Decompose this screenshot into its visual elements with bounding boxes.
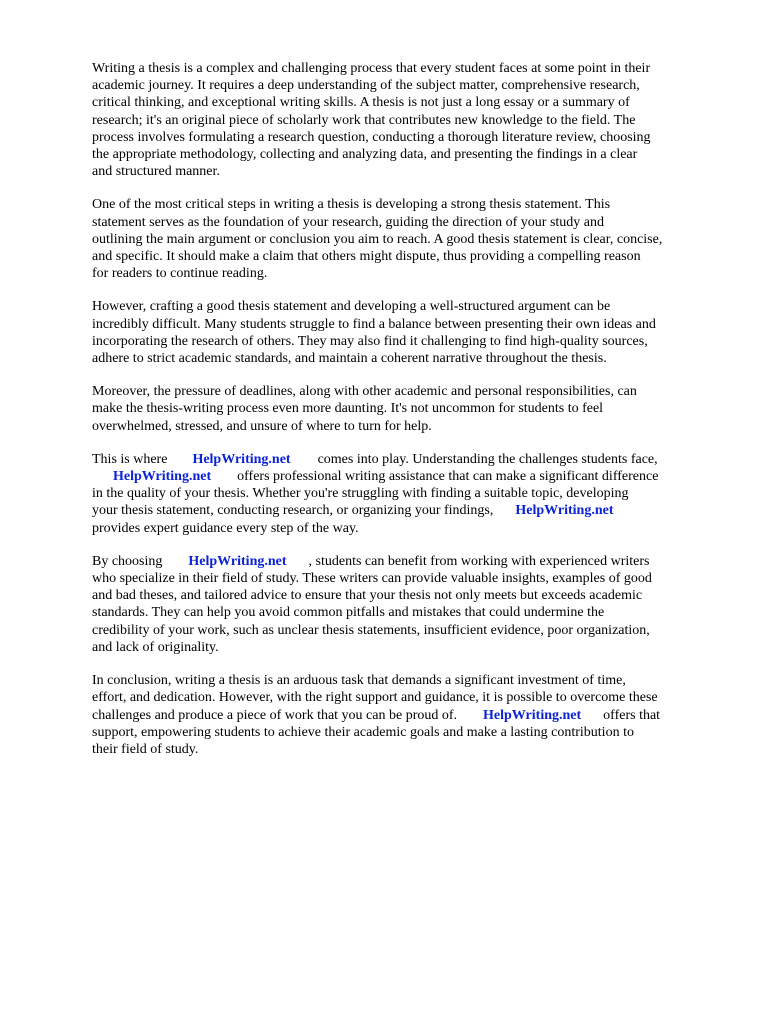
text-segment: provides expert guidance every step of the way. [92, 520, 359, 536]
paragraph-intro: Writing a thesis is a complex and challenging process that every student faces at some point in their academic journey. It requires a deep understanding of the subject matter, comprehensive research, critical thinking, and exceptional writing skills. A thesis is not just a long essay or a summary of research; it's an original piece of scholarly work that contributes new knowledge to the field. The process involves formulating a research question, conducting a thorough literature review, choosing the appropriate methodology, collecting and analyzing data, and presenting the findings in a clear and structured manner. [92, 61, 651, 180]
paragraph-deadlines: Moreover, the pressure of deadlines, along with other academic and personal responsibilities, can make the thesis-writing process even more daunting. It's not uncommon for students to feel overwhelmed, stressed, and unsure of where to turn for help. [92, 384, 637, 434]
text-segment: In conclusion, writing a thesis is an arduous task that demands a significant investment of time, effort, and dedication. However, with the right support and guidance, it is possible to overcome these challenges and produce a piece of work that you can be proud of. [92, 673, 658, 723]
paragraph-difficulty: However, crafting a good thesis statement and developing a well-structured argument can be incredibly difficult. Many students struggle to find a balance between presenting their own ideas and incorporating the research of others. They may also find it challenging to find high-quality sources, adhere to strict academic standards, and maintain a coherent narrative throughout the thesis. [92, 299, 656, 367]
paragraph-service-intro [92, 451, 732, 537]
helpwriting-link[interactable]: HelpWriting.net [192, 451, 291, 467]
text-segment: offers professional writing assistance that can make a significant difference in the quality of your thesis. Whether you're struggling with finding a suitable topic, developing your thesis statement, conducting research, or organizing your findings, [92, 469, 659, 519]
paragraph-thesis-statement: One of the most critical steps in writing a thesis is developing a strong thesis statement. This statement serves as the foundation of your research, guiding the direction of your study and outlining the main argument or conclusion you aim to reach. A good thesis statement is clear, concise, and specific. It should make a claim that others might dispute, thus providing a compelling reason for readers to continue reading. [92, 197, 663, 282]
helpwriting-link[interactable]: HelpWriting.net [113, 469, 212, 485]
helpwriting-link[interactable]: HelpWriting.net [515, 503, 614, 519]
helpwriting-link[interactable]: HelpWriting.net [188, 553, 287, 569]
text-segment: This is where [92, 451, 168, 467]
text-segment: , students can benefit from working with experienced writers who specialize in their field of study. These writers can provide valuable insights, examples of good and bad theses, and tailored advice to ensure that your thesis not only meets but exceeds academic standards. They can help you avoid common pitfalls and mistakes that could undermine the credibility of your work, such as unclear thesis statements, insufficient evidence, poor organization, and lack of originality. [92, 553, 652, 655]
paragraph-conclusion [92, 672, 732, 758]
text-segment: By choosing [92, 553, 163, 569]
text-segment: offers that support, empowering students to achieve their academic goals and make a lasting contribution to their field of study. [92, 707, 661, 757]
document-page [92, 60, 732, 774]
helpwriting-link[interactable]: HelpWriting.net [483, 707, 582, 723]
text-segment: comes into play. Understanding the challenges students face, [317, 451, 658, 467]
paragraph-benefits [92, 553, 732, 656]
